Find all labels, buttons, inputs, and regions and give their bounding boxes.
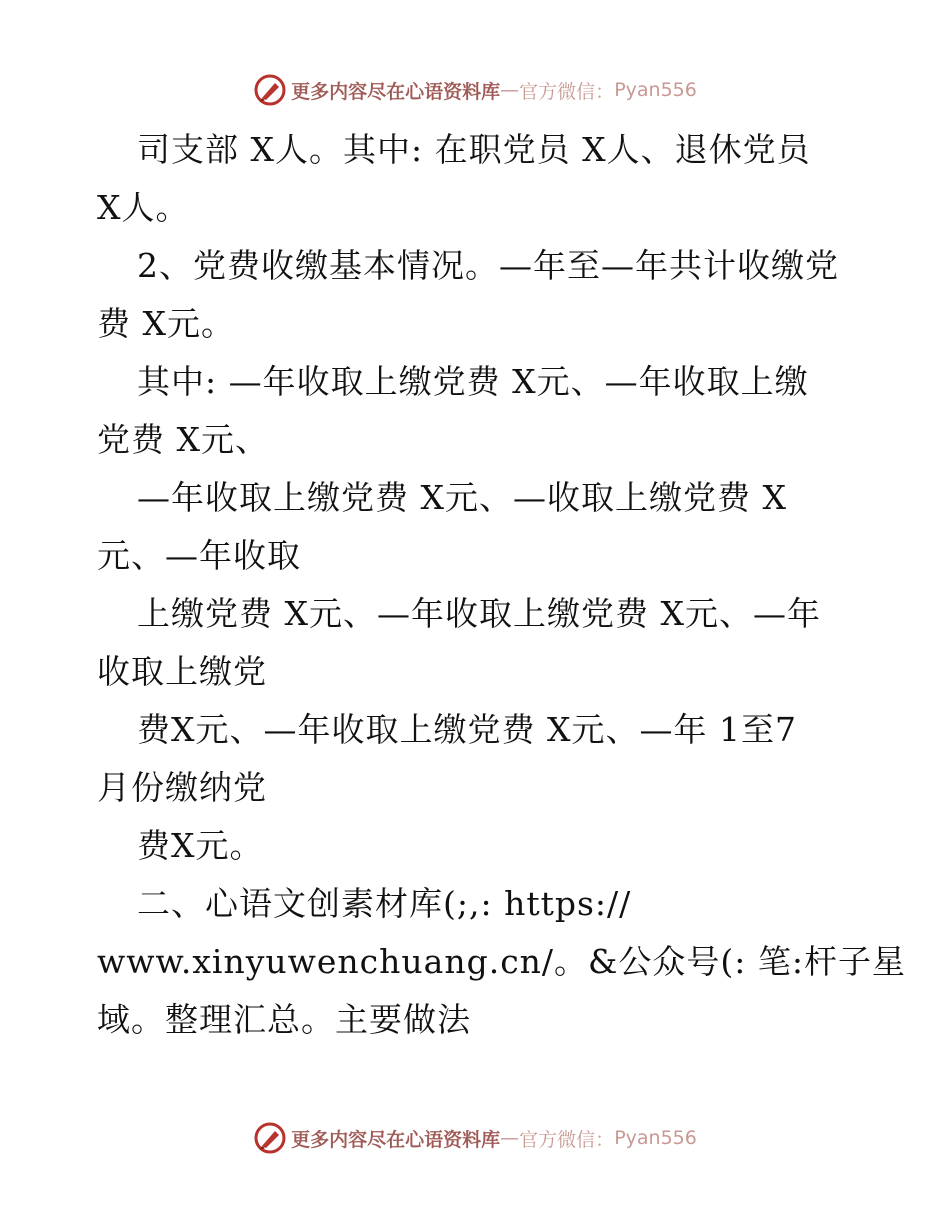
footer-watermark-dash: — [500,1127,520,1149]
footer-watermark-id: Pyan556 [614,1127,697,1149]
footer-watermark-text: 更多内容尽在心语资料库 [291,1128,501,1151]
text-line: 元、—年收取 [97,536,301,575]
text-line: 费X元、—年收取上缴党费 X元、—年 1至7 [137,710,797,749]
text-line: 党费 X元、 [97,420,269,459]
text-line: 收取上缴党 [97,652,267,691]
header-watermark-dash: — [500,79,520,101]
text-line: 司支部 X人。其中: 在职党员 X人、退休党员 [137,130,811,169]
header-watermark-id: Pyan556 [614,79,697,101]
document-body [97,121,907,1049]
pen-logo-icon [253,1121,287,1155]
text-line: 费X元。 [137,826,264,865]
text-line: 其中: —年收取上缴党费 X元、—年收取上缴 [137,362,809,401]
text-line: 2、党费收缴基本情况。—年至—年共计收缴党 [137,246,839,285]
text-line: 月份缴纳党 [97,768,267,807]
pen-logo-icon [253,73,287,107]
footer-watermark [0,1118,950,1158]
text-line: 二、心语文创素材库(;,: https:// [137,884,632,923]
text-line: 域。整理汇总。主要做法 [97,1000,471,1039]
text-line: 费 X元。 [97,304,235,343]
text-line: www.xinyuwenchuang.cn/。&公众号(: 笔:杆子星 [97,942,907,981]
text-line: X人。 [97,188,190,227]
text-line: 上缴党费 X元、—年收取上缴党费 X元、—年 [137,594,821,633]
header-watermark-wechat: 官方微信： [519,80,615,103]
text-line: —年收取上缴党费 X元、—收取上缴党费 X [137,478,787,517]
header-watermark-text: 更多内容尽在心语资料库 [291,80,501,103]
footer-watermark-wechat: 官方微信： [519,1128,615,1151]
header-watermark [0,70,950,110]
